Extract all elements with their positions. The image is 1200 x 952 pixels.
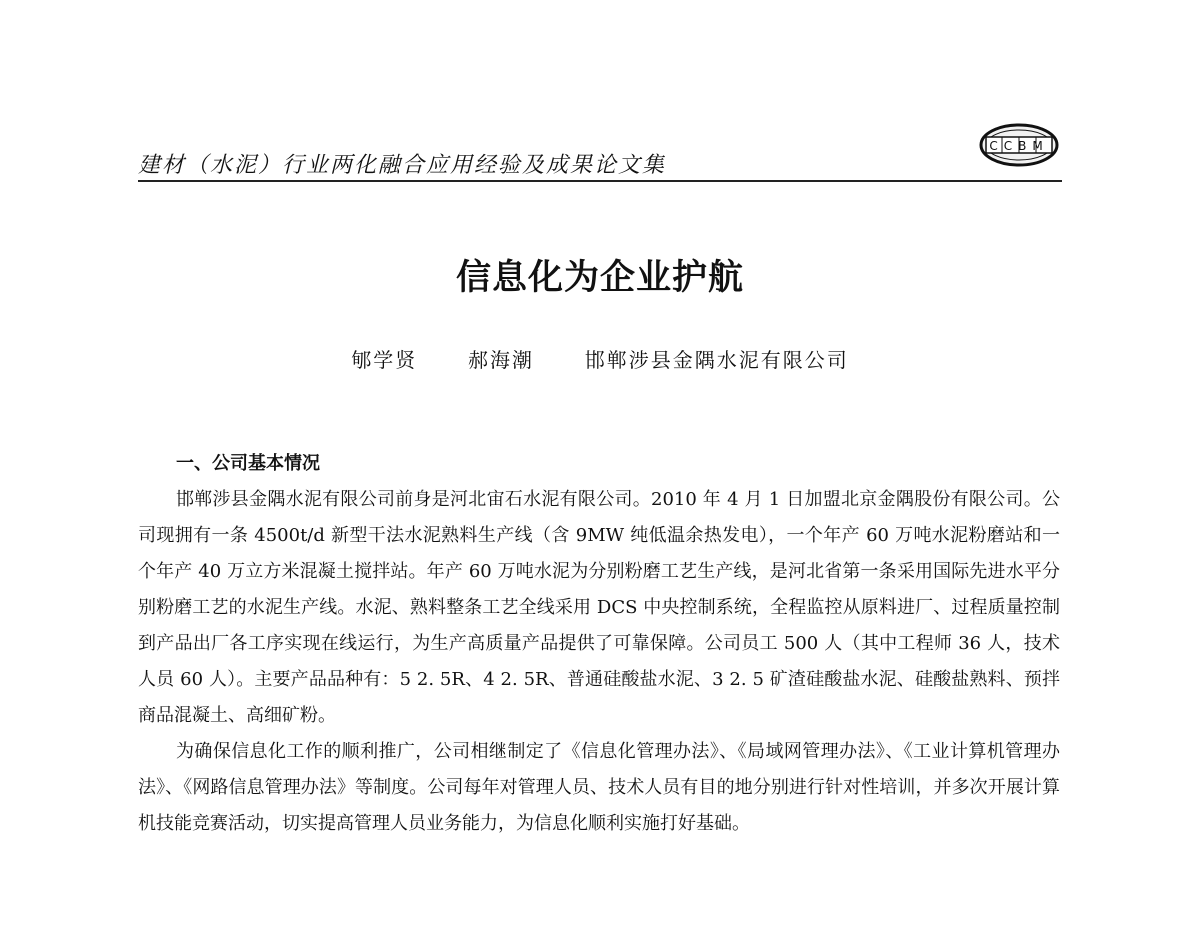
byline: [0, 344, 1200, 373]
article-body: [138, 446, 1060, 842]
running-header: [138, 140, 1062, 182]
author-affiliation: 邯郸涉县金隅水泥有限公司: [584, 348, 849, 372]
journal-title: 建材（水泥）行业两化融合应用经验及成果论文集: [138, 153, 667, 178]
ccbm-logo-icon: [978, 122, 1060, 168]
svg-text:CCBM: CCBM: [989, 139, 1049, 153]
article-title: 信息化为企业护航: [455, 257, 744, 298]
body-paragraph: 邯郸涉县金隅水泥有限公司前身是河北宙石水泥有限公司。2010 年 4 月 1 日加盟北京金隅股份有限公司。公司现拥有一条 4500t/d 新型干法水泥熟料生产线（含 9MW 纯低温余热发电），一个年产 60 万吨水泥粉磨站和一个年产 40 万立方米混凝土搅拌站。年产 60 万吨水泥为分别粉磨工艺生产线，是河北省第一条采用国际先进水平分别粉磨工艺的水泥生产线。水泥、熟料整条工艺全线采用 DCS 中央控制系统，全程监控从原料进厂、过程质量控制到产品出厂各工序实现在线运行，为生产高质量产品提供了可靠保障。公司员工 500 人（其中工程师 36 人，技术人员 60 人）。主要产品品种有：5 2. 5R、4 2. 5R、普通硅酸盐水泥、3 2. 5 矿渣硅酸盐水泥、硅酸盐熟料、预拌商品混凝土、高细矿粉。: [138, 489, 1060, 726]
section-heading: 一、公司基本情况: [176, 453, 320, 474]
author-name: 郝海潮: [468, 348, 534, 372]
body-paragraph: 为确保信息化工作的顺利推广，公司相继制定了《信息化管理办法》、《局域网管理办法》、《工业计算机管理办法》、《网路信息管理办法》等制度。公司每年对管理人员、技术人员有目的地分别进行针对性培训，并多次开展计算机技能竞赛活动，切实提高管理人员业务能力，为信息化顺利实施打好基础。: [138, 741, 1060, 834]
author-name: 郇学贤: [351, 348, 418, 372]
